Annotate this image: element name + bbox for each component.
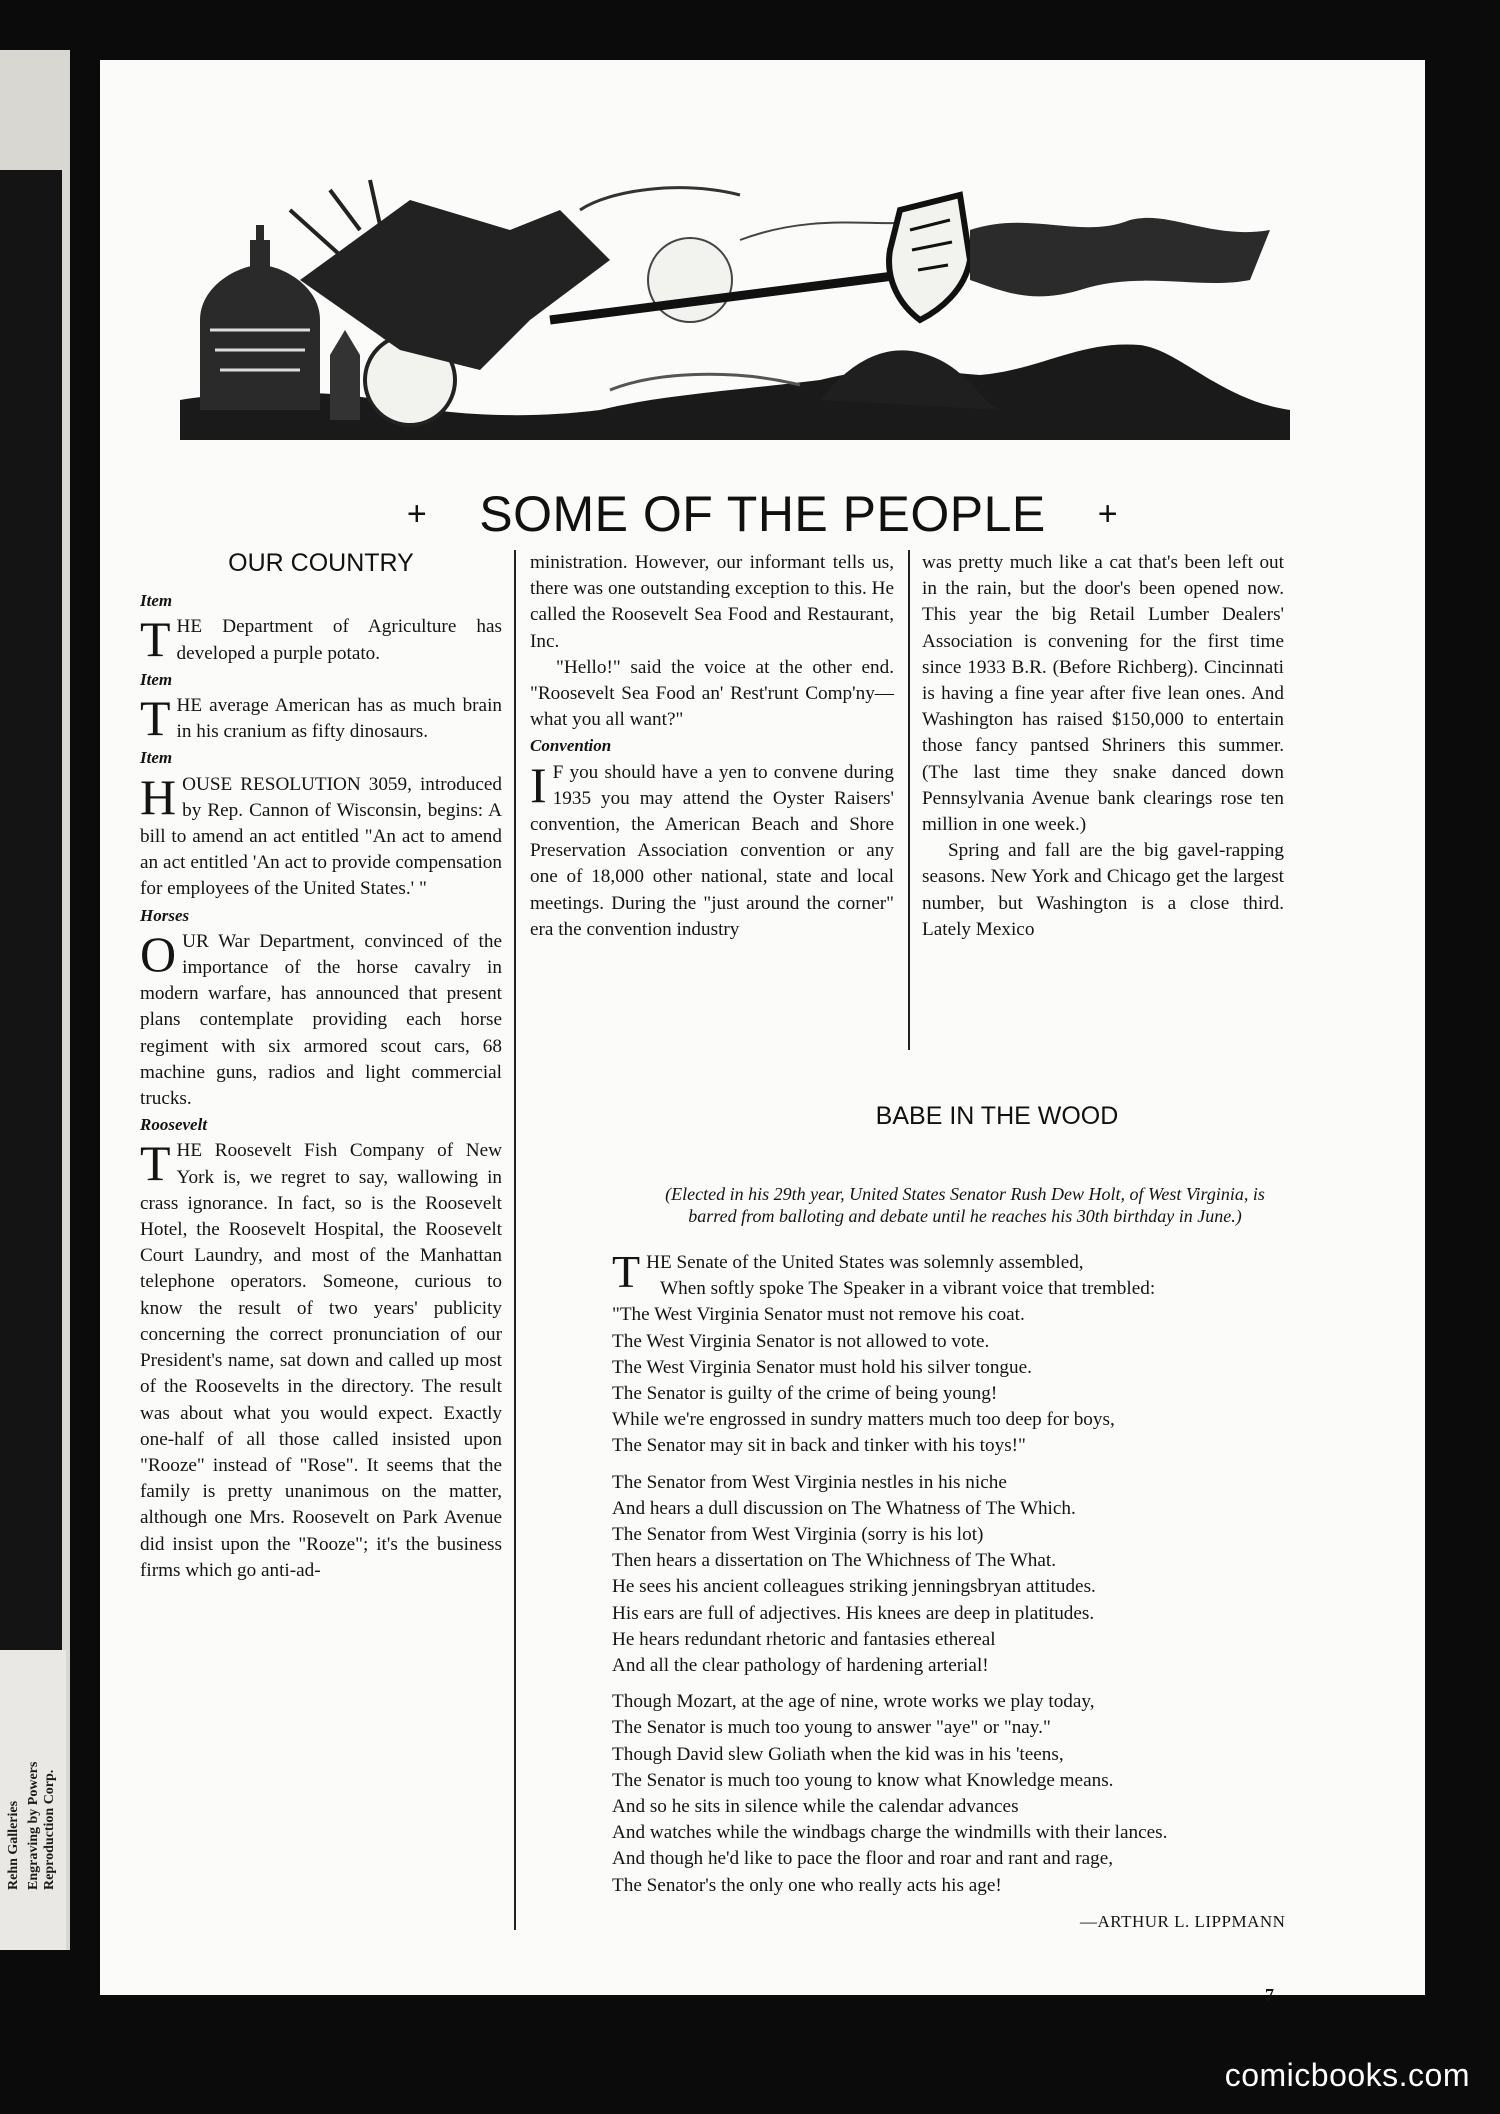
poem-stanza-2: [612, 1470, 1382, 1680]
item-paragraph: HOUSE RESOLUTION 3059, introduced by Rep. Cannon of Wisconsin, begins: A bill to amend an act entitled "An act to amend an act entitled 'An act to provide compensation for employees of the United States.' ": [140, 768, 502, 900]
convention-label: Convention: [530, 736, 612, 756]
credit-gallery: Rehn Galleries: [6, 1800, 21, 1890]
poem-author-signature: —ARTHUR L. LIPPMANN: [1080, 1912, 1286, 1931]
title-ornament-left: +: [406, 495, 428, 533]
column-right: [922, 550, 1284, 943]
poem-stanza-1: [612, 1246, 1382, 1460]
poem-stanza-3: [612, 1689, 1382, 1899]
poem-line: And all the clear pathology of hardening arterial!: [612, 1655, 989, 1677]
column-divider-right: [908, 550, 910, 1050]
poem-line: While we're engrossed in sundry matters much too deep for boys,: [612, 1409, 1115, 1431]
column-our-country: [140, 550, 502, 1584]
title-text: SOME OF THE PEOPLE: [479, 486, 1046, 542]
poem-line: And so he sits in silence while the calendar advances: [612, 1796, 1019, 1818]
horses-label: Horses: [140, 905, 190, 925]
poem-line: And watches while the windbags charge the windmills with their lances.: [612, 1822, 1168, 1844]
drop-cap: T: [140, 1135, 171, 1192]
credit-reproduction: Reproduction Corp.: [42, 1769, 57, 1890]
column-divider-left: [514, 550, 516, 1930]
drop-cap: H: [140, 768, 177, 825]
poem-line: THE Senate of the United States was solemnly assembled,: [612, 1246, 1084, 1297]
poem-line: The Senator is much too young to answer "aye" or "nay.": [612, 1717, 1051, 1739]
poem-line: He hears redundant rhetoric and fantasies ethereal: [612, 1628, 996, 1650]
drop-cap: T: [140, 611, 171, 668]
poem-line: The Senator is guilty of the crime of being young!: [612, 1383, 998, 1405]
horses-paragraph: OUR War Department, convinced of the importance of the horse cavalry in modern warfare, has announced that present plans contemplate providing each horse regiment with six armored scout cars, 68 machine guns, radios and light commercial trucks.: [140, 925, 502, 1110]
poem-body: [612, 1246, 1382, 1909]
drop-cap: I: [530, 756, 547, 813]
watermark: comicbooks.com: [1224, 2057, 1470, 2093]
poem-line: The West Virginia Senator must hold his silver tongue.: [612, 1356, 1032, 1378]
poem-line: He sees his ancient colleagues striking jenningsbryan attitudes.: [612, 1576, 1096, 1598]
poem-introduction: (Elected in his 29th year, United States Senator Rush Dew Holt, of West Virginia, is barred from balloting and debate until he reaches his 30th birthday in June.): [665, 1184, 1265, 1226]
roosevelt-label: Roosevelt: [140, 1115, 208, 1135]
page-title: [100, 485, 1425, 543]
paragraph: was pretty much like a cat that's been left out in the rain, but the door's been opened now. This year the big Retail Lumber Dealers' Association is convening for the first time since 1933 B.R. (Before Richberg). Cincinnati is having a fine year after five lean ones. And Washington has raised $150,000 to entertain those fancy pantsed Shriners this summer. (The last time they snake danced down Pennsylvania Avenue bank clearings rose ten million in one week.): [922, 552, 1284, 836]
poem-line: And hears a dull discussion on The Whatness of The Which.: [612, 1497, 1076, 1519]
page-number: 7: [1265, 1985, 1274, 2005]
poem-line: The Senator may sit in back and tinker with his toys!": [612, 1435, 1026, 1457]
poem-line: "The West Virginia Senator must not remove his coat.: [612, 1304, 1025, 1326]
previous-page-illustration-strip: [0, 170, 62, 1650]
drop-cap: T: [140, 690, 171, 747]
paragraph: "Hello!" said the voice at the other end. "Roosevelt Sea Food an' Rest'runt Comp'ny—what you all want?": [530, 656, 894, 731]
poem-line: And though he'd like to pace the floor and roar and rant and rage,: [612, 1848, 1114, 1870]
poem-line: Though Mozart, at the age of nine, wrote works we play today,: [612, 1691, 1095, 1713]
poem-line: Then hears a dissertation on The Whichness of The What.: [612, 1550, 1057, 1572]
poem-line: When softly spoke The Speaker in a vibrant voice that trembled:: [660, 1278, 1156, 1300]
roosevelt-paragraph: THE Roosevelt Fish Company of New York is, we regret to say, wallowing in crass ignorance. In fact, so is the Roosevelt Hotel, the Roosevelt Hospital, the Roosevelt Court Laundry, and most of the Manhattan telephone operators. Someone, curious to know the result of two years' publicity concerning the correct pronunciation of our President's name, sat down and called up most of the Roosevelts in the directory. The result was about what you would expect. Exactly one-half of all those called insisted upon "Rooze" instead of "Rose". It seems that the family is pretty unanimous on the matter, although one Mrs. Roosevelt on Park Avenue did insist upon the "Rooze"; it's the business firms which go anti-ad-: [140, 1135, 502, 1581]
poem-line: The Senator from West Virginia nestles in his niche: [612, 1471, 1007, 1493]
poem-line: The Senator from West Virginia (sorry is his lot): [612, 1524, 984, 1546]
item-paragraph: THE average American has as much brain in his cranium as fifty dinosaurs.: [140, 690, 502, 747]
item-label: Item: [140, 669, 173, 689]
convention-paragraph: I F you should have a yen to convene during 1935 you may attend the Oyster Raisers' convention, the American Beach and Shore Preservation Association convention or any one of 18,000 other national, state and local meetings. During the "just around the corner" era the convention industry: [530, 756, 894, 940]
drop-cap: O: [140, 925, 177, 982]
poem-line: The West Virginia Senator is not allowed to vote.: [612, 1330, 990, 1352]
poem-heading: BABE IN THE WOOD: [875, 1102, 1119, 1130]
drop-cap: T: [612, 1246, 641, 1297]
item-label: Item: [140, 748, 173, 768]
paragraph: ministration. However, our informant tells us, there was one outstanding exception to this. He called the Roosevelt Sea Food and Restaurant, Inc.: [530, 552, 894, 652]
item-paragraph: THE Department of Agriculture has developed a purple potato.: [140, 611, 502, 668]
item-label: Item: [140, 591, 173, 611]
poem-line: Though David slew Goliath when the kid was in his 'teens,: [612, 1743, 1064, 1765]
section-heading-our-country: OUR COUNTRY: [228, 549, 414, 577]
poem-line: The Senator is much too young to know what Knowledge means.: [612, 1769, 1114, 1791]
engraving-credit: [2, 1700, 68, 1900]
magazine-page: [100, 60, 1425, 2005]
credit-engraving: Engraving by Powers: [26, 1761, 41, 1890]
paragraph: Spring and fall are the big gavel-rapping seasons. New York and Chicago get the largest number, but Washington is a close third. Lately Mexico: [922, 840, 1284, 940]
column-middle: [530, 550, 894, 943]
title-ornament-right: +: [1097, 495, 1119, 533]
banner-illustration: [180, 170, 1290, 450]
poem-line: His ears are full of adjectives. His knees are deep in platitudes.: [612, 1602, 1095, 1624]
poem-line: The Senator's the only one who really acts his age!: [612, 1874, 1002, 1896]
